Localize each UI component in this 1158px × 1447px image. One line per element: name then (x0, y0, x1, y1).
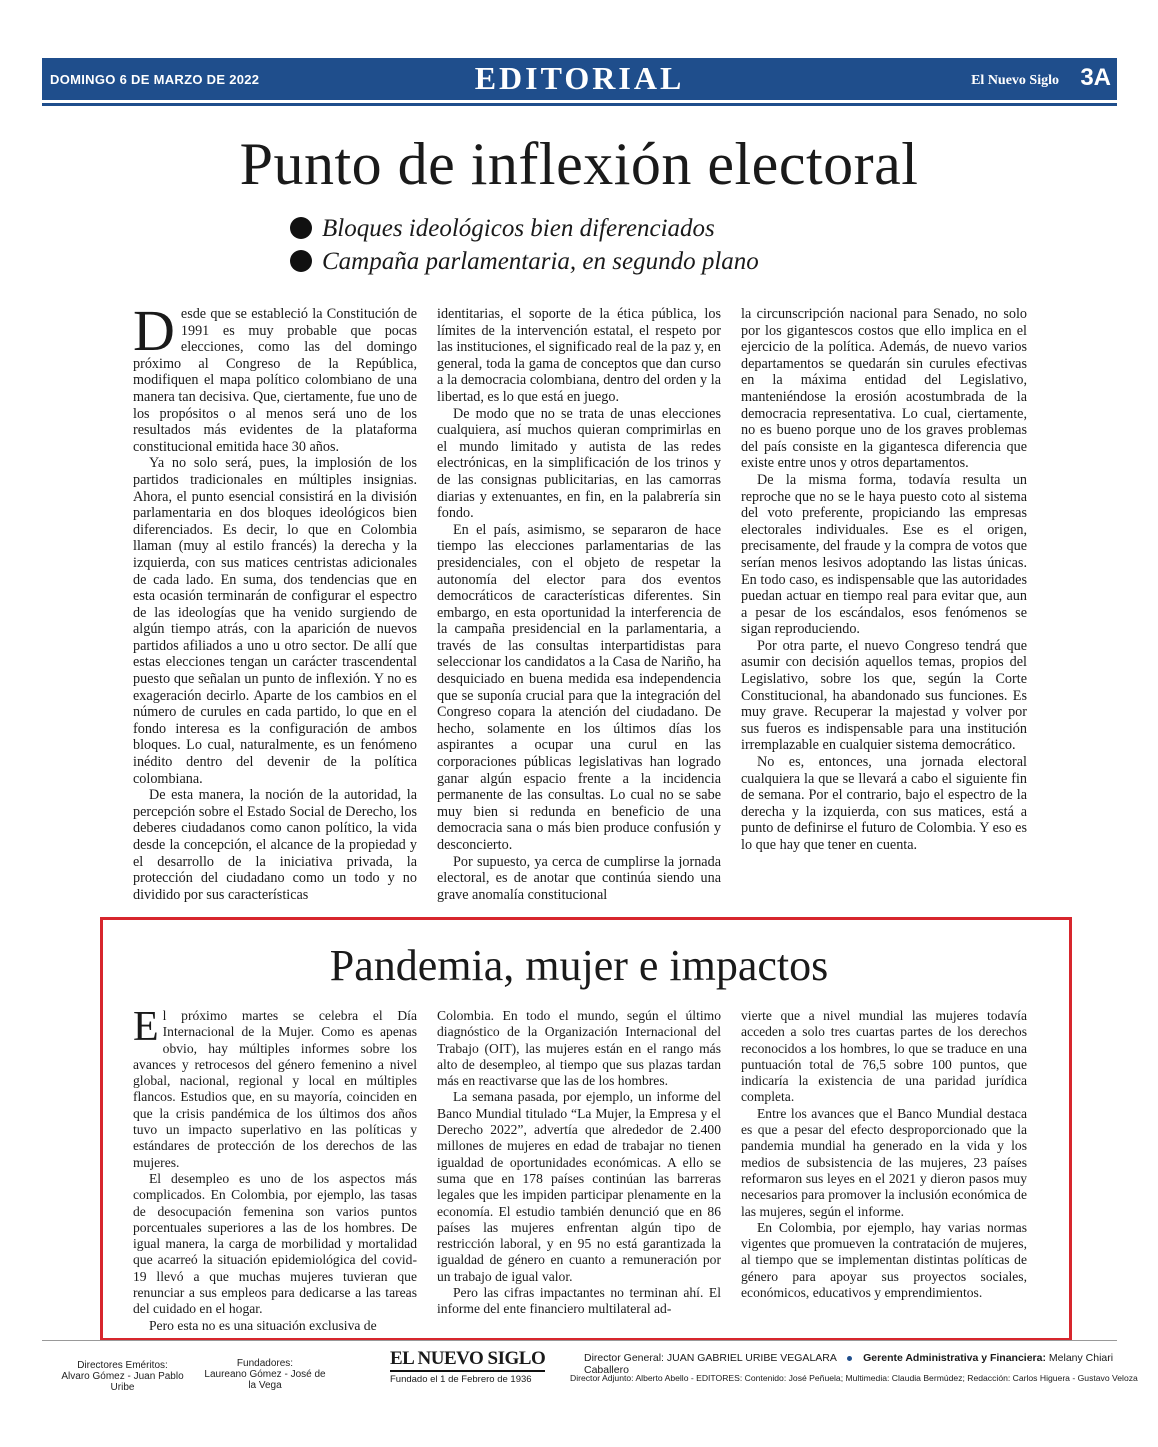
editor-credits: Director Adjunto: Alberto Abello - EDITORES: Contenido: José Peñuela; Multimedia: Claudia Bermúdez; Redacción: Carlos Higuera - Gustavo Veloza (570, 1373, 1138, 1383)
directores-emeritos (60, 1360, 185, 1393)
paragraph: Ya no solo será, pues, la implosión de los partidos tradicionales en múltiples insignias. Ahora, el punto esencial consistirá en la división parlamentaria en dos bloques ideológicos bien diferenciados. Es decir, lo que en Colombia llaman (muy al estilo francés) la derecha y la izquierda, con sus matices centristas adicionales de cada lado. En suma, dos tendencias que en esta ocasión terminarán de configurar el espectro de las ideologías que ha venido surgiendo de algún tiempo atrás, con la aparición de nuevos partidos afiliados a uno u otro sector. De allí que estas elecciones tengan un carácter trascendental puesto que señalan un punto de inflexión. Y no es exageración decirlo. Aparte de los cambios en el número de curules en cada partido, lo que en el fondo interesa es la configuración de ambos bloques. Lo cual, naturalmente, es un fenómeno inédito dentro del devenir de la política colombiana. (133, 455, 417, 787)
paragraph: Pero las cifras impactantes no terminan ahí. El informe del ente financiero multilateral ad- (437, 1285, 721, 1317)
issue-date: DOMINGO 6 DE MARZO DE 2022 (50, 72, 260, 87)
emeritos-names: Alvaro Gómez - Juan Pablo Uribe (61, 1371, 184, 1393)
emeritos-label: Directores Eméritos: (77, 1360, 168, 1371)
paragraph: En el país, asimismo, se separaron de hace tiempo las elecciones parlamentarias de las presidenciales, con el objeto de respetar la autonomía del elector para dos eventos democráticos de características diferentes. Sin embargo, en esta oportunidad la interferencia de la campaña presidencial en la parlamentaria, a través de las consultas interpartidistas para seleccionar los candidatos a la Casa de Nariño, ha desquiciado en buena medida esa independencia que se suponía crucial para que la integración del Congreso copara la atención del ciudadano. De hecho, solamente en los últimos días los aspirantes a ocupar una curul en las corporaciones públicas legislativas han logrado ganar algún espacio frente a la incidencia permanente de las consultas. Lo cual no se sabe muy bien si redunda en beneficio de una democracia sana o más bien produce confusión y desconcierto. (437, 521, 721, 853)
footer-divider (42, 1340, 1117, 1341)
fundadores (200, 1358, 330, 1391)
article1-column-2 (437, 306, 721, 903)
article1-column-1 (133, 298, 417, 903)
paragraph: Por otra parte, el nuevo Congreso tendrá que asumir con decisión aquellos temas, propios del Legislativo, sobre los que, según la Corte Constitucional, ha abandonado sus funciones. Es muy grave. Recuperar la majestad y volver por sus fueros es indispensable para una institución irremplazable en cualquier sistema democrático. (741, 637, 1027, 754)
paragraph: Desde que se estableció la Constitución de 1991 es muy probable que pocas elecciones, como las del domingo próximo al Congreso de la República, modifiquen el mapa político colombiano de una manera tan decisiva. Que, ciertamente, fue uno de los propósitos o al menos será uno de los resultados más evidentes de la plataforma constitucional emitida hace 30 años. (133, 298, 417, 455)
paragraph: El próximo martes se celebra el Día Internacional de la Mujer. Como es apenas obvio, hay múltiples informes sobre los avances y retrocesos del género femenino a nivel global, nacional, regional y local en múltiples flancos. Estudios que, en su mayoría, coinciden en que la crisis pandémica de los últimos dos años tuvo un impacto superlativo en las políticas y estándares de protección de los derechos de las mujeres. (133, 1004, 417, 1170)
article2-column-1 (133, 1004, 417, 1334)
headline-1: Punto de inflexión electoral (239, 131, 919, 197)
director-name: JUAN GABRIEL URIBE VEGALARA (666, 1352, 837, 1364)
paragraph: No es, entonces, una jornada electoral cualquiera la que se llevará a cabo el siguiente fin de semana. Por el contrario, bajo el espectro de la derecha y la izquierda, con sus matices, está a punto de definirse el futuro de Colombia. Y eso es lo que hay que tener en cuenta. (741, 754, 1027, 853)
director-label: Director General: (584, 1352, 664, 1364)
paragraph: vierte que a nivel mundial las mujeres todavía acceden a solo tres cuartas partes de los derechos reconocidos a los hombres, lo que se traduce en una puntuación total de 76,5 sobre 100 puntos, que indicaría la existencia de una paridad jurídica completa. (741, 1008, 1027, 1105)
deck-bullets (290, 212, 759, 278)
headline-2: Pandemia, mujer e impactos (329, 941, 829, 990)
gerente-label: Gerente Administrativa y Financiera: (863, 1352, 1046, 1364)
fundadores-label: Fundadores: (236, 1358, 294, 1369)
paragraph: De esta manera, la noción de la autoridad, la percepción sobre el Estado Social de Derecho, los deberes ciudadanos como canon político, la vida desde la concepción, el alcance de la propiedad y el desarrollo de la iniciativa privada, la protección del ciudadano como un todo y no dividido por sus características (133, 787, 417, 903)
paragraph: De modo que no se trata de unas elecciones cualquiera, así muchos quieran comprimirlas en el mundo limitado y autista de las redes electrónicas, en la simplificación de los trinos y de las consignas publicitarias, en las camorras diarias y extenuantes, en fin, en la palabrería sin fondo. (437, 405, 721, 522)
separator-dot (847, 1356, 852, 1361)
founded-date: Fundado el 1 de Febrero de 1936 (390, 1374, 532, 1385)
paragraph: identitarias, el soporte de la ética pública, los límites de la intervención estatal, el respeto por las instituciones, el significado real de la paz y, en general, toda la gama de conceptos que dan curso a la democracia colombiana, dentro del orden y la libertad, es lo que está en juego. (437, 306, 721, 405)
fundadores-names: Laureano Gómez - José de la Vega (204, 1369, 326, 1391)
deck-item: Campaña parlamentaria, en segundo plano (290, 245, 759, 278)
page-number: 3A (1080, 64, 1111, 91)
gerente-name: Melany Chiari Caballero (584, 1352, 1114, 1376)
deck-item: Bloques ideológicos bien diferenciados (290, 212, 759, 245)
paragraph: La semana pasada, por ejemplo, un informe del Banco Mundial titulado “La Mujer, la Empresa y el Derecho 2022”, advertía que alrededor de 2.400 millones de mujeres en edad de trabajar no tienen igualdad de oportunidades económicas. A ello se suma que en 178 países continúan las barreras legales que les impiden participar plenamente en la economía. El estudio también denunció que en 86 países las mujeres enfrentan algún tipo de restricción laboral, y en 95 no está garantizada la igualdad de género en cuanto a remuneración por un trabajo de igual valor. (437, 1089, 721, 1284)
bullet-icon (290, 250, 312, 272)
paragraph: la circunscripción nacional para Senado, no solo por los gigantescos costos que ello implica en el ejercicio de la política. Además, de nuevo varios departamentos se quedarán sin curules efectivas en la máxima entidad del Legislativo, manteniéndose la erosión acostumbrada de la democracia representativa. Lo cual, ciertamente, no es bueno porque uno de los graves problemas del país consiste en la gigantesca diferencia que existe entre unos y otros departamentos. (741, 306, 1027, 472)
dropcap: E (133, 1004, 159, 1050)
section-title: EDITORIAL (474, 60, 685, 96)
paragraph: Entre los avances que el Banco Mundial destaca es que a pesar del efecto desproporcionado que la pandemia mundial ha generado en la vida y los medios de subsistencia de las mujeres, 23 países reformaron sus leyes en el 2021 y dieron pasos muy necesarios para promover la inclusión económica de las mujeres, según el informe. (741, 1105, 1027, 1219)
paper-name: El Nuevo Siglo (971, 73, 1059, 88)
footer-logo: EL NUEVO SIGLO (390, 1348, 545, 1372)
article2-column-3 (741, 1008, 1027, 1301)
bullet-icon (290, 217, 312, 239)
paragraph: En Colombia, por ejemplo, hay varias normas vigentes que promueven la contratación de mujeres, al tiempo que se implementan distintas políticas de género para apoyar sus proyectos sociales, económicos, educativos y emprendimientos. (741, 1219, 1027, 1301)
paragraph: De la misma forma, todavía resulta un reproche que no se le haya puesto coto al sistema del voto preferente, propiciando las empresas electorales individuales. Ese es el origen, precisamente, del fraude y la compra de votos que serían menos lesivos adoptando las listas únicas. En todo caso, es indispensable que las autoridades puedan actuar en tiempo real para evitar que, aun a pesar de los escándalos, esos fenómenos se sigan reproduciendo. (741, 471, 1027, 638)
paragraph: El desempleo es uno de los aspectos más complicados. En Colombia, por ejemplo, las tasas de desocupación femenina son varios puntos porcentuales superiores a las de los hombres. De igual manera, la carga de morbilidad y mortalidad que acarreó la situación epidemiológica del covid-19 llevó a que muchas mujeres tuvieran que renunciar a sus empleos para dedicarse a las tareas del cuidado en el hogar. (133, 1170, 417, 1317)
article1-column-3 (741, 306, 1027, 854)
dropcap: D (133, 298, 175, 363)
article2-column-2 (437, 1008, 721, 1318)
paragraph: Pero esta no es una situación exclusiva de (149, 1317, 377, 1333)
paragraph: Colombia. En todo el mundo, según el último diagnóstico de la Organización Internacional del Trabajo (OIT), las mujeres están en el rango más alto de desempleo, al tiempo que sus plazas tardan más en reactivarse que las de los hombres. (437, 1008, 721, 1089)
paragraph: Por supuesto, ya cerca de cumplirse la jornada electoral, es de anotar que continúa siendo una grave anomalía constitucional (437, 853, 721, 903)
